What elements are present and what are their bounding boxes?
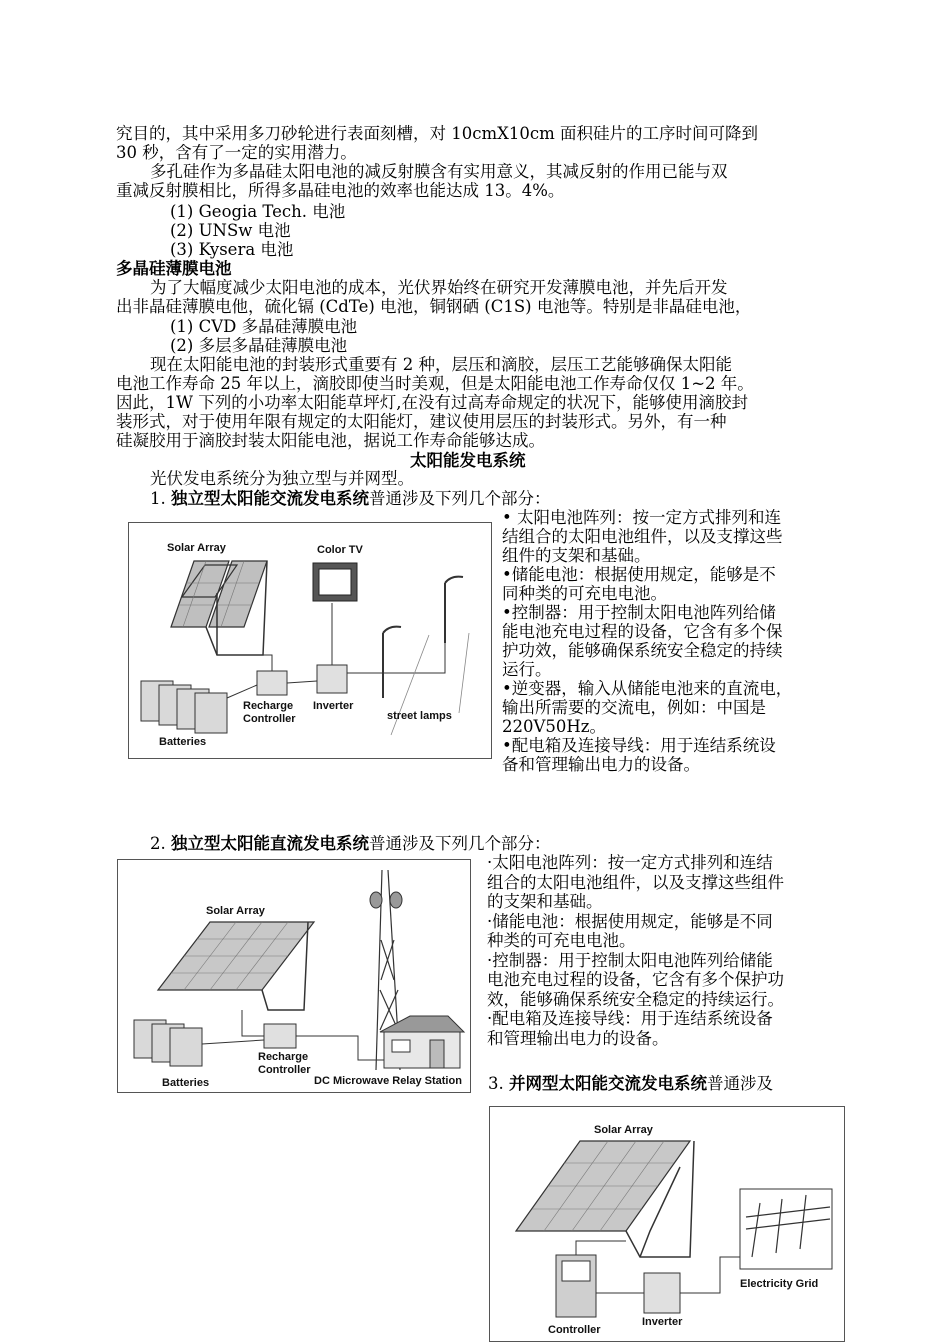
list-item: (2) UNSw 电池 <box>170 221 291 240</box>
label-controller: Controller <box>243 713 296 725</box>
description-line: 的支架和基础。 <box>487 892 603 911</box>
description-line: 能电池充电过程的设备，它含有多个保 <box>502 622 783 641</box>
description-line: 运行。 <box>502 660 552 679</box>
description-line: ·配电箱及连接导线：用于连结系统设备 <box>487 1009 773 1028</box>
description-line: 和管理输出电力的设备。 <box>487 1028 669 1048</box>
figure-standalone-ac-system <box>128 522 492 759</box>
label-solar-array: Solar Array <box>594 1124 653 1136</box>
section-3-title-line <box>488 1074 773 1093</box>
label-inverter: Inverter <box>313 700 354 712</box>
label-batteries: Batteries <box>159 736 207 748</box>
text-line: 现在太阳能电池的封装形式重要有 2 种，层压和滴胶，层压工艺能够确保太阳能 <box>150 355 732 374</box>
text-line: 为了大幅度减少太阳电池的成本，光伏界始终在研究开发薄膜电池，并先后开发 <box>150 278 728 297</box>
label-solar-array: Solar Array <box>206 905 265 917</box>
text-line: 出非晶硅薄膜电他，硫化镉 (CdTe) 电池，铜钢硒 (C1S) 电池等。特别是非晶硅电池， <box>116 297 752 316</box>
label-recharge: Recharge <box>258 1051 309 1063</box>
text-line: 多孔硅作为多晶硅太阳电池的减反射膜含有实用意义，其减反射的作用已能与双 <box>150 162 728 181</box>
text-line: 因此，1W 下列的小功率太阳能草坪灯,在没有过高寿命规定的状况下，能够使用滴胶封 <box>116 393 748 412</box>
section-title: 独立型太阳能直流发电系统 <box>171 834 369 853</box>
list-item: (1) Geogia Tech. 电池 <box>170 202 346 221</box>
description-line: 备和管理输出电力的设备。 <box>502 755 700 774</box>
grid-connected-diagram <box>490 1107 844 1341</box>
section-title: 独立型太阳能交流发电系统 <box>171 489 369 508</box>
description-line: • 太阳电池阵列：按一定方式排列和连 <box>502 508 781 527</box>
description-line: 电池充电过程的设备，它含有多个保护功 <box>487 970 784 989</box>
label-electricity-grid: Electricity Grid <box>740 1278 819 1290</box>
description-line: •储能电池：根据使用规定，能够是不 <box>502 565 776 584</box>
label-controller: Controller <box>548 1324 601 1336</box>
figure-standalone-dc-system <box>117 859 471 1093</box>
list-item: (1) CVD 多晶硅薄膜电池 <box>170 317 358 336</box>
description-line: 组件的支架和基础。 <box>502 546 651 565</box>
label-solar-array: Solar Array <box>167 542 226 554</box>
section-number: 2. <box>150 834 166 853</box>
text-line: 电池工作寿命 25 年以上，滴胶即使当时美观，但是太阳能电池工作寿命仅仅 1~2 年。 <box>116 374 754 393</box>
label-inverter: Inverter <box>642 1316 683 1328</box>
description-line: 同种类的可充电电池。 <box>502 584 667 603</box>
text-line: 重减反射膜相比，所得多晶硅电池的效率也能达成 13。4%。 <box>116 181 565 200</box>
description-line: 组合的太阳电池组件，以及支撑这些组件 <box>487 872 784 892</box>
standalone-ac-diagram <box>129 523 491 758</box>
description-line: 输出所需要的交流电，例如：中国是 <box>502 698 766 717</box>
text-line: 究目的，其中采用多刀砂轮进行表面刻槽，对 10cmX10cm 面积硅片的工序时间可降到 <box>116 124 759 143</box>
description-line: 220V50Hz。 <box>502 717 606 736</box>
description-line: ·控制器：用于控制太阳电池阵列给储能 <box>487 950 773 970</box>
section-heading: 太阳能发电系统 <box>410 451 526 470</box>
label-recharge: Recharge <box>243 700 294 712</box>
description-line: •配电箱及连接导线：用于连结系统设 <box>502 736 776 755</box>
section-title-tail: 普通涉及下列几个部分： <box>369 489 551 508</box>
section-title-tail: 普通涉及下列几个部分： <box>369 834 551 853</box>
list-item: (3) Kysera 电池 <box>170 240 294 259</box>
text-line: 装形式，对于使用年限有规定的太阳能灯，建议使用层压的封装形式。另外，有一种 <box>116 412 727 431</box>
section-number: 1. <box>150 489 166 508</box>
description-line: 种类的可充电电池。 <box>487 931 636 950</box>
section-title-tail: 普通涉及 <box>707 1074 773 1093</box>
label-batteries: Batteries <box>162 1077 210 1089</box>
description-line: 结组合的太阳电池组件，以及支撑这些 <box>502 527 783 546</box>
text-line: 光伏发电系统分为独立型与并网型。 <box>150 469 414 488</box>
label-street-lamps: street lamps <box>387 710 452 722</box>
description-line: ·储能电池：根据使用规定，能够是不同 <box>487 911 773 931</box>
description-line: 效，能够确保系统安全稳定的持续运行。 <box>487 989 784 1009</box>
label-color-tv: Color TV <box>317 544 363 556</box>
section-1-title-line <box>150 489 551 508</box>
section-heading: 多晶硅薄膜电池 <box>116 259 232 278</box>
section-title: 并网型太阳能交流发电系统 <box>509 1074 707 1093</box>
description-line: ·太阳电池阵列：按一定方式排列和连结 <box>487 853 773 872</box>
section-number: 3. <box>488 1074 504 1093</box>
description-line: •控制器：用于控制太阳电池阵列给储 <box>502 603 776 622</box>
label-controller: Controller <box>258 1064 311 1076</box>
standalone-dc-diagram <box>118 860 470 1092</box>
text-line: 硅凝胶用于滴胶封装太阳能电池，据说工作寿命能够达成。 <box>116 431 545 450</box>
label-relay-station: DC Microwave Relay Station <box>314 1075 462 1087</box>
figure-grid-connected-system <box>489 1106 845 1342</box>
description-line: •逆变器，输入从储能电池来的直流电， <box>502 679 793 698</box>
text-line: 30 秒，含有了一定的实用潜力。 <box>116 143 357 162</box>
section-2-title-line <box>150 834 551 853</box>
list-item: (2) 多层多晶硅薄膜电池 <box>170 336 348 355</box>
description-line: 护功效，能够确保系统安全稳定的持续 <box>502 641 783 660</box>
